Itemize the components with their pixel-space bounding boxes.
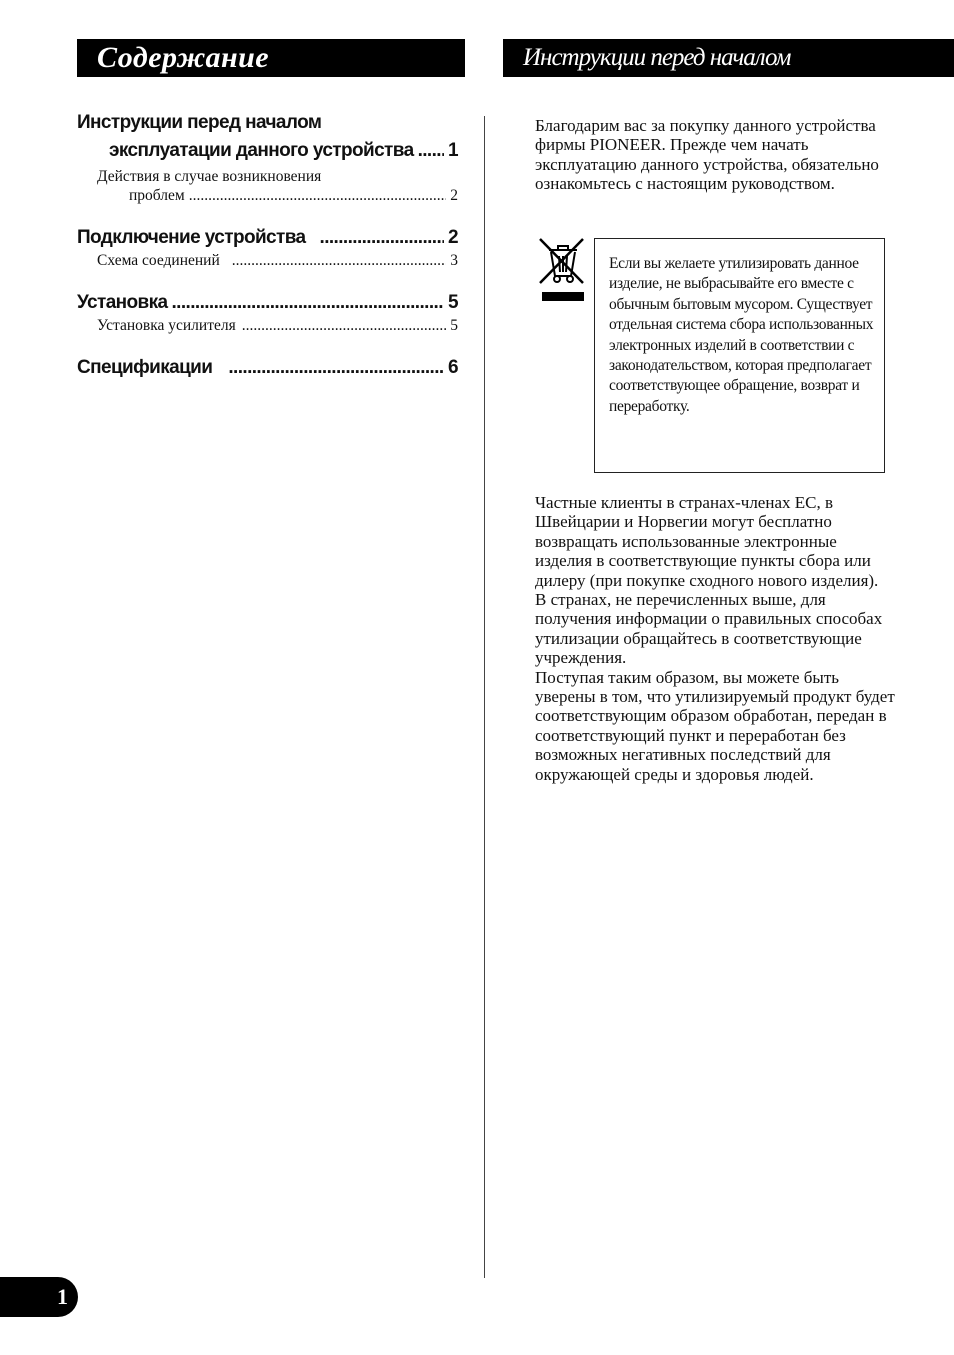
toc-entry-installation[interactable] xyxy=(77,292,458,314)
leader-dots xyxy=(232,252,446,270)
toc-entry-label: Спецификации xyxy=(77,357,213,378)
toc-subentry-label: Схема соединений xyxy=(97,252,220,269)
toc-entry-label: Инструкции перед началом xyxy=(77,112,322,133)
toc-entry-instructions-cont[interactable] xyxy=(77,140,458,162)
column-divider xyxy=(484,116,485,1278)
leader-dots xyxy=(172,292,445,314)
intro-paragraph xyxy=(535,116,895,194)
toc-entry-label: Установка xyxy=(77,292,168,313)
disposal-paragraph-eu: Частные клиенты в странах-членах ЕС, в Швейцарии и Норвегии могут бесплатно возвращать использованные электронные изделия в соответствующие пункты сбора или дилеру (при покупке сходного нового изделия). xyxy=(535,493,879,590)
leader-dots xyxy=(228,357,444,379)
disposal-notice-box xyxy=(594,238,885,473)
toc-page-number: 5 xyxy=(450,317,458,334)
page-number: 1 xyxy=(0,1277,78,1317)
disposal-notice-text: Если вы желаете утилизировать данное изделие, не выбрасывайте его вместе с обычным бытовым мусором. Существует отдельная система сбора использованных электронных изделий в соответствии с законодательством, которая предполагает соответствующее обращение, возврат и переработку. xyxy=(609,255,874,415)
table-of-contents xyxy=(77,112,458,379)
toc-subentry-amp-install[interactable] xyxy=(77,317,458,335)
toc-page-number: 5 xyxy=(448,292,458,313)
crossed-out-bin-icon xyxy=(537,236,587,304)
toc-page-number: 3 xyxy=(450,252,458,269)
toc-subentry-wiring[interactable] xyxy=(77,252,458,270)
leader-dots xyxy=(242,317,447,335)
toc-page-number: 1 xyxy=(448,140,458,161)
toc-page-number: 2 xyxy=(448,227,458,248)
toc-page-number: 2 xyxy=(450,187,458,204)
leader-dots xyxy=(189,187,447,205)
toc-subentry-troubleshooting[interactable] xyxy=(77,168,458,186)
toc-entry-connection[interactable] xyxy=(77,227,458,249)
toc-entry-label: эксплуатации данного устройства xyxy=(109,140,414,161)
intro-text: Благодарим вас за покупку данного устройства фирмы PIONEER. Прежде чем начать эксплуатацию данного устройства, обязательно ознакомьтесь с настоящим руководством. xyxy=(535,116,879,194)
toc-entry-specifications[interactable] xyxy=(77,357,458,379)
toc-page-number: 6 xyxy=(448,357,458,378)
leader-dots xyxy=(418,140,444,162)
disposal-paragraph-other: В странах, не перечисленных выше, для получения информации о правильных способах утилизации обращайтесь в соответствующие учреждения. xyxy=(535,590,883,668)
toc-subentry-label: Действия в случае возникновения xyxy=(97,168,322,185)
disposal-info xyxy=(535,493,895,784)
toc-entry-instructions[interactable] xyxy=(77,112,458,140)
disposal-paragraph-benefit: Поступая таким образом, вы можете быть уверены в том, что утилизируемый продукт будет соответствующим образом обработан, передан в соответствующий пункт и переработан без возможных негативных последствий для окружающей среды и здоровья людей. xyxy=(535,667,895,784)
leader-dots xyxy=(320,227,445,249)
contents-banner: Содержание xyxy=(77,39,465,77)
instructions-banner: Инструкции перед началом xyxy=(503,39,954,77)
toc-subentry-label: проблем xyxy=(129,187,185,204)
toc-entry-label: Подключение устройства xyxy=(77,227,306,248)
toc-subentry-troubleshooting-cont[interactable] xyxy=(77,187,458,205)
toc-subentry-label: Установка усилителя xyxy=(97,317,236,334)
